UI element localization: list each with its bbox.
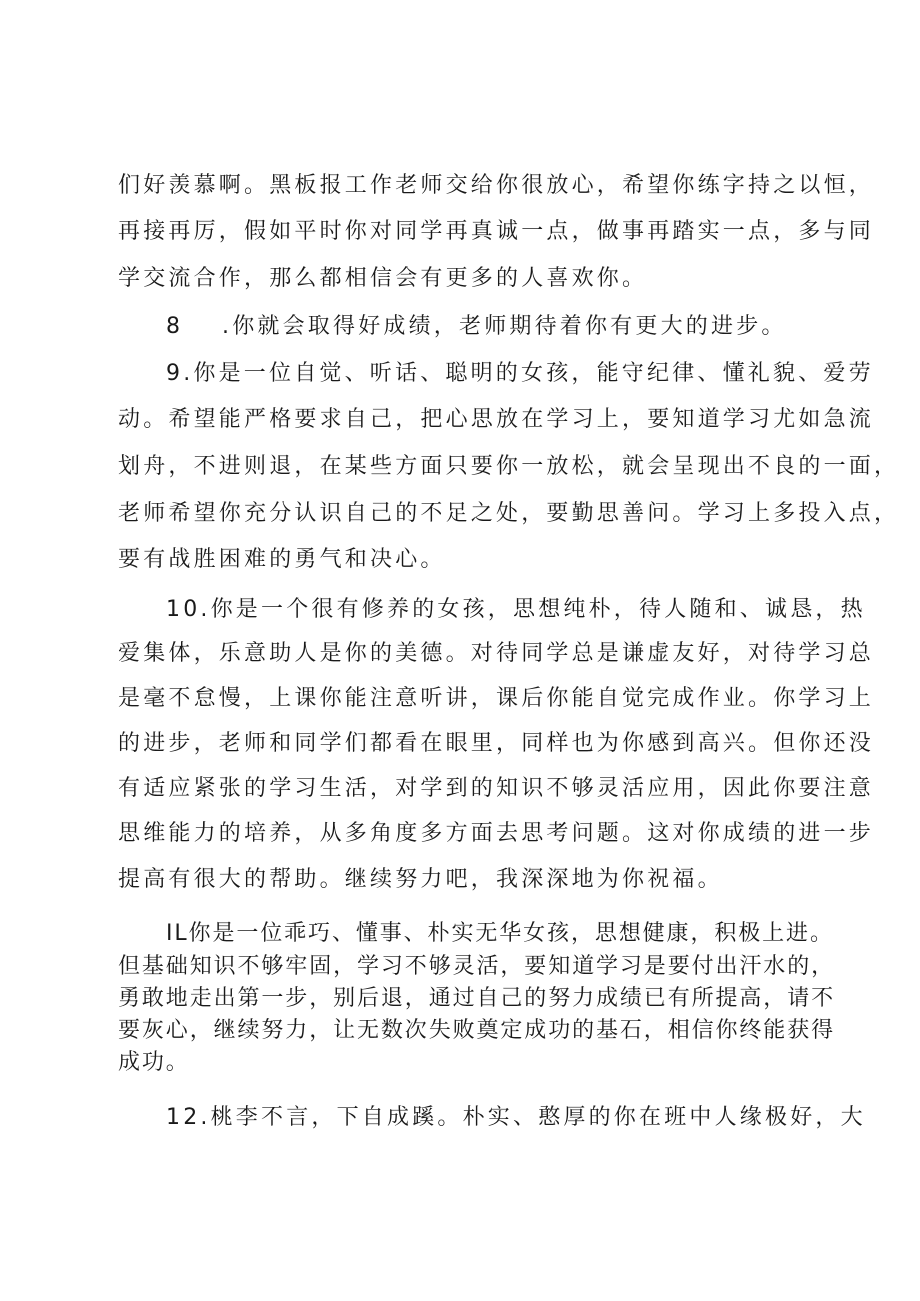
paragraph-11-line-2: 但基础知识不够牢固，学习不够灵活，要知道学习是要付出汗水的， (118, 954, 836, 979)
paragraph-10-line-6: 思维能力的培养，从多角度多方面去思考问题。这对你成绩的进一步 (118, 821, 875, 846)
paragraph-10-line-1: 10.你是一个很有修养的女孩，思想纯朴，待人随和、诚恳，热 (166, 597, 866, 622)
paragraph-10-line-4: 的进步，老师和同学们都看在眼里，同样也为你感到高兴。但你还没 (118, 731, 875, 756)
paragraph-9-line-1: 9.你是一位自觉、听话、聪明的女孩，能守纪律、懂礼貌、爱劳 (166, 361, 874, 386)
paragraph-7-line-2: 再接再厉，假如平时你对同学再真诚一点，做事再踏实一点，多与同 (118, 219, 875, 244)
paragraph-9-line-3: 划舟，不进则退，在某些方面只要你一放松，就会呈现出不良的一面， (118, 454, 900, 479)
paragraph-11-line-1: IL你是一位乖巧、懂事、朴实无华女孩，思想健康，积极上进。 (166, 921, 834, 946)
paragraph-12-line-1: 12.桃李不言，下自成蹊。朴实、憨厚的你在班中人缘极好，大 (166, 1105, 866, 1130)
paragraph-10-line-2: 爱集体，乐意助人是你的美德。对待同学总是谦虚友好，对待学习总 (118, 641, 875, 666)
paragraph-11-line-5: 成功。 (118, 1050, 190, 1075)
paragraph-10-line-5: 有适应紧张的学习生活，对学到的知识不够灵活应用，因此你要注意 (118, 776, 875, 801)
paragraph-8-text: .你就会取得好成绩，老师期待着你有更大的进步。 (222, 314, 787, 339)
paragraph-8-number: 8 (166, 314, 180, 339)
paragraph-9-line-5: 要有战胜困难的勇气和决心。 (118, 547, 446, 572)
paragraph-10-line-7: 提高有很大的帮助。继续努力吧，我深深地为你祝福。 (118, 867, 723, 892)
paragraph-9-line-4: 老师希望你充分认识自己的不足之处，要勤思善问。学习上多投入点， (118, 501, 900, 526)
paragraph-11-line-4: 要灰心，继续努力，让无数次失败奠定成功的基石，相信你终能获得 (118, 1018, 836, 1043)
paragraph-10-line-3: 是毫不怠慢，上课你能注意听讲，课后你能自觉完成作业。你学习上 (118, 686, 875, 711)
paragraph-11-line-3: 勇敢地走出第一步，别后退，通过自己的努力成绩已有所提高，请不 (118, 986, 836, 1011)
paragraph-7-line-3: 学交流合作，那么都相信会有更多的人喜欢你。 (118, 266, 648, 291)
paragraph-9-line-2: 动。希望能严格要求自己，把心思放在学习上，要知道学习尤如急流 (118, 407, 875, 432)
paragraph-7-line-1: 们好羡慕啊。黑板报工作老师交给你很放心，希望你练字持之以恒， (118, 173, 875, 198)
